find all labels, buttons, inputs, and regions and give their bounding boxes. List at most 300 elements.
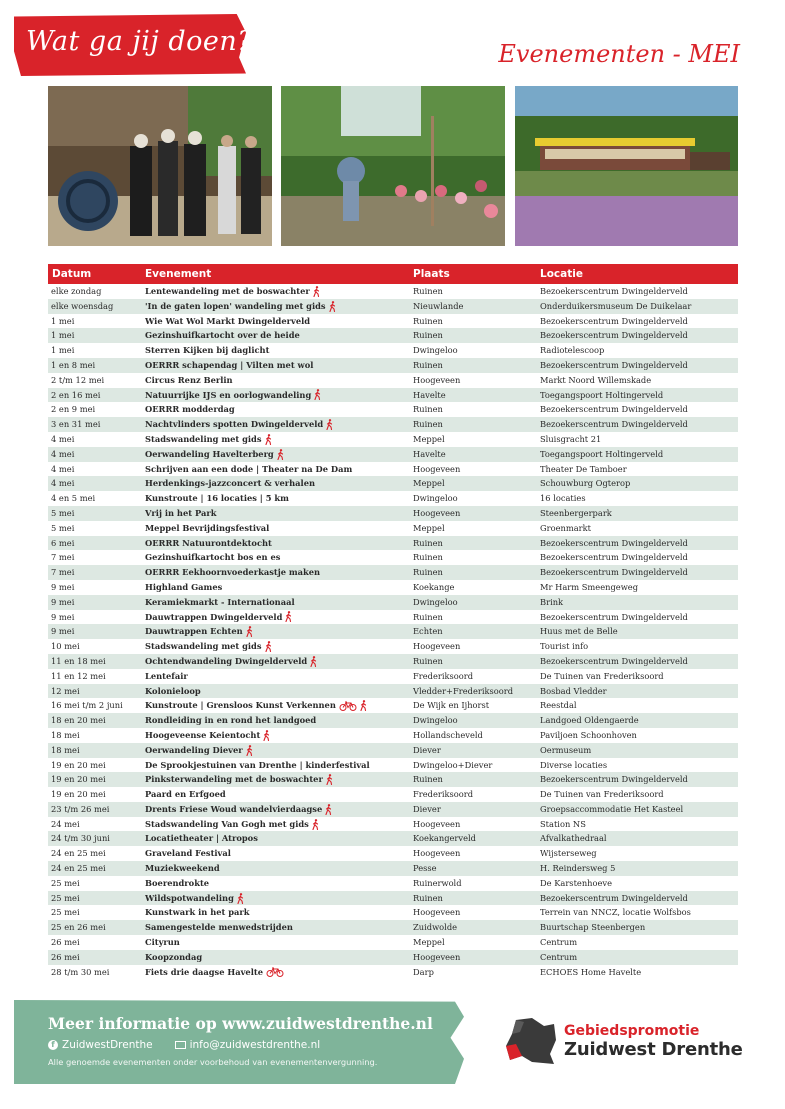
event-name: Oerwandeling Havelterberg xyxy=(145,448,274,459)
cell-evenement xyxy=(145,802,413,817)
cell-locatie: Toegangspoort Holtingerveld xyxy=(540,448,664,459)
cell-evenement xyxy=(145,861,413,876)
cell-evenement xyxy=(145,905,413,920)
table-row xyxy=(48,550,738,565)
table-row xyxy=(48,728,738,743)
cell-locatie: Bezoekerscentrum Dwingelderveld xyxy=(540,567,688,578)
logo-line-1: Gebiedspromotie xyxy=(564,1022,700,1039)
walking-icon xyxy=(313,286,320,297)
cell-locatie: Groepsaccommodatie Het Kasteel xyxy=(540,803,684,814)
table-row xyxy=(48,698,738,713)
table-row xyxy=(48,299,738,314)
cell-locatie: Groenmarkt xyxy=(540,522,591,533)
table-row xyxy=(48,684,738,699)
table-row xyxy=(48,743,738,758)
table-row xyxy=(48,624,738,639)
cell-locatie: Bezoekerscentrum Dwingelderveld xyxy=(540,404,688,415)
cell-plaats: Hoogeveen xyxy=(413,463,461,474)
cell-evenement xyxy=(145,610,413,625)
cell-plaats: Dwingeloo xyxy=(413,715,458,726)
cell-datum: 9 mei xyxy=(51,611,75,622)
table-row xyxy=(48,536,738,551)
cell-locatie: Toegangspoort Holtingerveld xyxy=(540,389,664,400)
event-name: Drents Friese Woud wandelvierdaagse xyxy=(145,803,323,814)
table-row xyxy=(48,846,738,861)
cell-evenement xyxy=(145,728,413,743)
cell-plaats: Frederiksoord xyxy=(413,670,474,681)
cell-datum: 2 en 9 mei xyxy=(51,404,96,415)
cell-evenement xyxy=(145,328,413,343)
cell-plaats: Hoogeveen xyxy=(413,641,461,652)
cell-datum: 24 mei xyxy=(51,818,80,829)
cell-evenement xyxy=(145,314,413,329)
bicycle-icon xyxy=(339,701,357,711)
table-row xyxy=(48,950,738,965)
cell-datum: 26 mei xyxy=(51,937,80,948)
event-name: OERRR Natuurontdektocht xyxy=(145,537,272,548)
cell-locatie: De Tuinen van Frederiksoord xyxy=(540,789,664,800)
cell-locatie: Bezoekerscentrum Dwingelderveld xyxy=(540,892,688,903)
table-row xyxy=(48,654,738,669)
cell-plaats: Hollandscheveld xyxy=(413,729,483,740)
event-name: Circus Renz Berlin xyxy=(145,374,233,385)
table-row xyxy=(48,417,738,432)
cell-evenement xyxy=(145,772,413,787)
more-info-link[interactable]: Meer informatie op www.zuidwestdrenthe.nl xyxy=(48,1014,433,1033)
cell-locatie: Sluisgracht 21 xyxy=(540,433,602,444)
cell-evenement xyxy=(145,669,413,684)
walking-icon xyxy=(265,641,272,652)
photo-folklore-group xyxy=(48,86,272,246)
cell-plaats: Nieuwlande xyxy=(413,300,464,311)
cell-plaats: Ruinen xyxy=(413,419,443,430)
cell-locatie: H. Reindersweg 5 xyxy=(540,863,616,874)
page-title: Evenementen - MEI xyxy=(498,40,740,68)
cell-evenement xyxy=(145,965,413,980)
walking-icon xyxy=(310,656,317,667)
cell-plaats: Ruinerwold xyxy=(413,877,462,888)
cell-datum: 9 mei xyxy=(51,596,75,607)
cell-evenement xyxy=(145,580,413,595)
header-plaats: Plaats xyxy=(413,268,450,280)
cell-datum: 4 mei xyxy=(51,478,75,489)
event-name: Stadswandeling Van Gogh met gids xyxy=(145,818,309,829)
cell-plaats: Ruinen xyxy=(413,655,443,666)
table-row xyxy=(48,669,738,684)
table-row xyxy=(48,447,738,462)
cell-locatie: De Tuinen van Frederiksoord xyxy=(540,670,664,681)
cell-plaats: Ruinen xyxy=(413,774,443,785)
cell-datum: 19 en 20 mei xyxy=(51,759,106,770)
event-name: OERRR Eekhoornvoederkastje maken xyxy=(145,567,321,578)
table-row xyxy=(48,476,738,491)
event-name: Gezinshuifkartocht over de heide xyxy=(145,330,300,341)
table-row xyxy=(48,521,738,536)
cell-datum: 7 mei xyxy=(51,552,75,563)
table-row xyxy=(48,565,738,580)
cell-evenement xyxy=(145,935,413,950)
cell-evenement xyxy=(145,876,413,891)
event-name: Dauwtrappen Dwingelderveld xyxy=(145,611,283,622)
table-row xyxy=(48,358,738,373)
table-row xyxy=(48,905,738,920)
cell-plaats: Ruinen xyxy=(413,359,443,370)
region-map-icon xyxy=(502,1016,558,1066)
table-row xyxy=(48,891,738,906)
event-name: Kolonieloop xyxy=(145,685,201,696)
cell-locatie: Afvalkathedraal xyxy=(540,833,607,844)
cell-plaats: Meppel xyxy=(413,937,445,948)
event-name: Stadswandeling met gids xyxy=(145,641,262,652)
cell-locatie: Wijsterseweg xyxy=(540,848,597,859)
cell-plaats: Ruinen xyxy=(413,537,443,548)
walking-icon xyxy=(314,389,321,400)
cell-datum: 26 mei xyxy=(51,951,80,962)
walking-icon xyxy=(265,434,272,445)
table-row xyxy=(48,580,738,595)
cell-plaats: Frederiksoord xyxy=(413,789,474,800)
cell-datum: 18 en 20 mei xyxy=(51,715,106,726)
cell-locatie: Landgoed Oldengaerde xyxy=(540,715,639,726)
cell-plaats: Ruinen xyxy=(413,315,443,326)
event-name: Wie Wat Wol Markt Dwingelderveld xyxy=(145,315,311,326)
cell-plaats: Hoogeveen xyxy=(413,907,461,918)
cell-evenement xyxy=(145,358,413,373)
cell-datum: 2 en 16 mei xyxy=(51,389,101,400)
event-name: Kunstroute | Grensloos Kunst Verkennen xyxy=(145,700,336,711)
cell-plaats: Koekange xyxy=(413,581,455,592)
photo-tram-heath xyxy=(515,86,738,246)
event-name: Stadswandeling met gids xyxy=(145,433,262,444)
facebook-icon: f xyxy=(48,1040,58,1050)
cell-datum: 19 en 20 mei xyxy=(51,789,106,800)
event-name: Graveland Festival xyxy=(145,848,231,859)
cell-plaats: Hoogeveen xyxy=(413,374,461,385)
logo-line-2: Zuidwest Drenthe xyxy=(564,1038,743,1060)
cell-evenement xyxy=(145,920,413,935)
table-row xyxy=(48,876,738,891)
walking-icon xyxy=(263,730,270,741)
cell-evenement xyxy=(145,388,413,403)
table-row xyxy=(48,343,738,358)
cell-datum: 2 t/m 12 mei xyxy=(51,374,105,385)
event-name: Pinksterwandeling met de boswachter xyxy=(145,774,323,785)
cell-datum: 28 t/m 30 mei xyxy=(51,966,110,977)
cell-evenement xyxy=(145,891,413,906)
header-datum: Datum xyxy=(52,268,92,280)
cell-locatie: Station NS xyxy=(540,818,586,829)
cell-evenement xyxy=(145,402,413,417)
table-row xyxy=(48,462,738,477)
cell-locatie: Bezoekerscentrum Dwingelderveld xyxy=(540,315,688,326)
cell-evenement xyxy=(145,565,413,580)
cell-plaats: Havelte xyxy=(413,448,446,459)
cell-datum: 18 mei xyxy=(51,729,80,740)
cell-locatie: Mr Harm Smeengeweg xyxy=(540,581,639,592)
table-body xyxy=(48,284,738,979)
facebook-link[interactable] xyxy=(48,1039,153,1051)
table-row xyxy=(48,402,738,417)
cell-locatie: Markt Noord Willemskade xyxy=(540,374,652,385)
table-row xyxy=(48,328,738,343)
cell-locatie: Bezoekerscentrum Dwingelderveld xyxy=(540,552,688,563)
cell-evenement xyxy=(145,284,413,299)
walking-icon xyxy=(329,301,336,312)
cell-evenement xyxy=(145,506,413,521)
walking-icon xyxy=(360,700,367,711)
events-table xyxy=(48,264,738,979)
walking-icon xyxy=(285,611,292,622)
event-name: OERRR schapendag | Vilten met wol xyxy=(145,359,314,370)
cell-plaats: Ruinen xyxy=(413,611,443,622)
cell-locatie: Bosbad Vledder xyxy=(540,685,607,696)
cell-evenement xyxy=(145,462,413,477)
cell-locatie: Huus met de Belle xyxy=(540,626,618,637)
cell-locatie: Centrum xyxy=(540,937,578,948)
table-row xyxy=(48,388,738,403)
cell-locatie: Bezoekerscentrum Dwingelderveld xyxy=(540,774,688,785)
table-row xyxy=(48,920,738,935)
table-row xyxy=(48,314,738,329)
table-row xyxy=(48,713,738,728)
event-name: Oerwandeling Diever xyxy=(145,744,243,755)
table-row xyxy=(48,965,738,980)
cell-datum: 9 mei xyxy=(51,626,75,637)
table-row xyxy=(48,639,738,654)
cell-plaats: Ruinen xyxy=(413,404,443,415)
disclaimer: Alle genoemde evenementen onder voorbehoud van evenementenvergunning. xyxy=(48,1057,378,1067)
cell-locatie: Bezoekerscentrum Dwingelderveld xyxy=(540,286,688,296)
event-name: Kunstwark in het park xyxy=(145,907,250,918)
contact-row xyxy=(48,1039,433,1051)
cell-locatie: Bezoekerscentrum Dwingelderveld xyxy=(540,359,688,370)
cell-locatie: Centrum xyxy=(540,951,578,962)
cell-datum: elke woensdag xyxy=(51,300,114,311)
event-name: Boerendrokte xyxy=(145,877,210,888)
cell-evenement xyxy=(145,373,413,388)
cell-evenement xyxy=(145,536,413,551)
cell-plaats: Pesse xyxy=(413,863,437,874)
cell-evenement xyxy=(145,831,413,846)
cell-locatie: Terrein van NNCZ, locatie Wolfsbos xyxy=(540,907,691,918)
cell-locatie: Radiotelescoop xyxy=(540,345,605,356)
cell-plaats: Ruinen xyxy=(413,892,443,903)
event-name: Schrijven aan een dode | Theater na De Dam xyxy=(145,463,353,474)
cell-datum: 24 en 25 mei xyxy=(51,863,106,874)
cell-datum: 19 en 20 mei xyxy=(51,774,106,785)
bicycle-icon xyxy=(266,967,284,977)
cell-locatie: Diverse locaties xyxy=(540,759,608,770)
cell-locatie: Bezoekerscentrum Dwingelderveld xyxy=(540,537,688,548)
event-name: Locatietheater | Atropos xyxy=(145,833,258,844)
cell-datum: 1 en 8 mei xyxy=(51,359,96,370)
table-row xyxy=(48,802,738,817)
cell-datum: 7 mei xyxy=(51,567,75,578)
cell-datum: 1 mei xyxy=(51,315,75,326)
cell-datum: 5 mei xyxy=(51,522,75,533)
email-link[interactable] xyxy=(175,1039,321,1051)
table-row xyxy=(48,758,738,773)
cell-datum: 25 mei xyxy=(51,892,80,903)
cell-plaats: Hoogeveen xyxy=(413,951,461,962)
event-name: Fiets drie daagse Havelte xyxy=(145,966,263,977)
logo xyxy=(502,1016,743,1066)
cell-plaats: Dwingeloo xyxy=(413,596,458,607)
event-name: Paard en Erfgoed xyxy=(145,789,226,800)
cell-datum: 5 mei xyxy=(51,507,75,518)
cell-locatie: Theater De Tamboer xyxy=(540,463,627,474)
table-row xyxy=(48,284,738,299)
cell-locatie: Bezoekerscentrum Dwingelderveld xyxy=(540,655,688,666)
cell-locatie: ECHOES Home Havelte xyxy=(540,966,642,977)
cell-evenement xyxy=(145,713,413,728)
cell-plaats: Diever xyxy=(413,803,441,814)
cell-datum: 9 mei xyxy=(51,581,75,592)
cell-locatie: Bezoekerscentrum Dwingelderveld xyxy=(540,419,688,430)
mail-icon xyxy=(175,1041,186,1049)
event-name: Rondleiding in en rond het landgoed xyxy=(145,715,317,726)
event-name: Ochtendwandeling Dwingelderveld xyxy=(145,655,308,666)
cell-plaats: Dwingeloo+Diever xyxy=(413,759,493,770)
event-name: Sterren Kijken bij daglicht xyxy=(145,345,270,356)
cell-datum: 4 mei xyxy=(51,448,75,459)
cell-datum: 24 en 25 mei xyxy=(51,848,106,859)
cell-datum: 23 t/m 26 mei xyxy=(51,803,110,814)
cell-datum: 6 mei xyxy=(51,537,75,548)
cell-locatie: De Karstenhoeve xyxy=(540,877,613,888)
cell-plaats: Darp xyxy=(413,966,434,977)
walking-icon xyxy=(277,449,284,460)
email-address: info@zuidwestdrenthe.nl xyxy=(189,1039,321,1051)
cell-plaats: Ruinen xyxy=(413,552,443,563)
photo-outdoor-performance xyxy=(281,86,505,246)
walking-icon xyxy=(237,893,244,904)
cell-evenement xyxy=(145,550,413,565)
banner-text: Wat ga jij doen? xyxy=(26,26,253,57)
cell-datum: 3 en 31 mei xyxy=(51,419,101,430)
event-name: Vrij in het Park xyxy=(145,507,217,518)
cell-locatie: 16 locaties xyxy=(540,493,586,504)
cell-evenement xyxy=(145,417,413,432)
photo-strip xyxy=(48,86,738,246)
cell-evenement xyxy=(145,743,413,758)
event-name: Kunstroute | 16 locaties | 5 km xyxy=(145,493,289,504)
cell-evenement xyxy=(145,950,413,965)
table-row xyxy=(48,772,738,787)
cell-evenement xyxy=(145,684,413,699)
cell-datum: 12 mei xyxy=(51,685,80,696)
cell-locatie: Bezoekerscentrum Dwingelderveld xyxy=(540,330,688,341)
cell-datum: elke zondag xyxy=(51,286,102,296)
facebook-handle: ZuidwestDrenthe xyxy=(62,1039,153,1051)
table-header xyxy=(48,264,738,284)
cell-plaats: Dwingeloo xyxy=(413,345,458,356)
event-name: Natuurrijke IJS en oorlogwandeling xyxy=(145,389,312,400)
cell-datum: 25 mei xyxy=(51,907,80,918)
cell-datum: 1 mei xyxy=(51,330,75,341)
event-name: Highland Games xyxy=(145,581,223,592)
cell-locatie: Buurtschap Steenbergen xyxy=(540,922,646,933)
walking-icon xyxy=(246,626,253,637)
cell-evenement xyxy=(145,817,413,832)
cell-locatie: Oermuseum xyxy=(540,744,592,755)
cell-plaats: Zuidwolde xyxy=(413,922,458,933)
event-name: Dauwtrappen Echten xyxy=(145,626,243,637)
cell-evenement xyxy=(145,595,413,610)
cell-evenement xyxy=(145,521,413,536)
table-row xyxy=(48,861,738,876)
table-row xyxy=(48,831,738,846)
cell-evenement xyxy=(145,299,413,314)
event-name: Lentefair xyxy=(145,670,188,681)
cell-locatie: Schouwburg Ogterop xyxy=(540,478,631,489)
cell-evenement xyxy=(145,654,413,669)
header-evenement: Evenement xyxy=(145,268,212,280)
walking-icon xyxy=(312,819,319,830)
cell-plaats: Hoogeveen xyxy=(413,507,461,518)
event-name: Muziekweekend xyxy=(145,863,220,874)
cell-datum: 24 t/m 30 juni xyxy=(51,833,110,844)
cell-datum: 4 en 5 mei xyxy=(51,493,96,504)
cell-plaats: Meppel xyxy=(413,433,445,444)
cell-plaats: Ruinen xyxy=(413,286,443,296)
footer-info xyxy=(48,1014,433,1067)
cell-evenement xyxy=(145,447,413,462)
cell-plaats: Echten xyxy=(413,626,443,637)
cell-evenement xyxy=(145,758,413,773)
table-row xyxy=(48,787,738,802)
cell-datum: 1 mei xyxy=(51,345,75,356)
cell-datum: 4 mei xyxy=(51,433,75,444)
cell-plaats: Dwingeloo xyxy=(413,493,458,504)
event-name: Meppel Bevrijdingsfestival xyxy=(145,522,270,533)
cell-plaats: Havelte xyxy=(413,389,446,400)
cell-plaats: Koekangerveld xyxy=(413,833,476,844)
cell-plaats: Ruinen xyxy=(413,330,443,341)
walking-icon xyxy=(246,745,253,756)
cell-locatie: Bezoekerscentrum Dwingelderveld xyxy=(540,611,688,622)
cell-datum: 11 en 18 mei xyxy=(51,655,106,666)
cell-evenement xyxy=(145,624,413,639)
event-name: Cityrun xyxy=(145,937,180,948)
event-name: Koopzondag xyxy=(145,951,203,962)
cell-locatie: Brink xyxy=(540,596,564,607)
table-row xyxy=(48,491,738,506)
event-name: Samengestelde menwedstrijden xyxy=(145,922,293,933)
event-name: Nachtvlinders spotten Dwingelderveld xyxy=(145,419,324,430)
event-name: Hoogeveense Keientocht xyxy=(145,729,261,740)
cell-plaats: De Wijk en Ijhorst xyxy=(413,700,490,711)
cell-locatie: Paviljoen Schoonhoven xyxy=(540,729,637,740)
cell-evenement xyxy=(145,491,413,506)
cell-evenement xyxy=(145,698,413,713)
cell-datum: 16 mei t/m 2 juni xyxy=(51,700,123,711)
cell-locatie: Onderduikersmuseum De Duikelaar xyxy=(540,300,692,311)
table-row xyxy=(48,935,738,950)
event-name: Gezinshuifkartocht bos en es xyxy=(145,552,281,563)
cell-evenement xyxy=(145,846,413,861)
walking-icon xyxy=(326,419,333,430)
cell-evenement xyxy=(145,432,413,447)
event-name: OERRR modderdag xyxy=(145,404,235,415)
cell-evenement xyxy=(145,476,413,491)
cell-plaats: Hoogeveen xyxy=(413,818,461,829)
cell-evenement xyxy=(145,639,413,654)
event-name: Lentewandeling met de boswachter xyxy=(145,286,310,296)
table-row xyxy=(48,506,738,521)
table-row xyxy=(48,595,738,610)
cell-datum: 25 mei xyxy=(51,877,80,888)
